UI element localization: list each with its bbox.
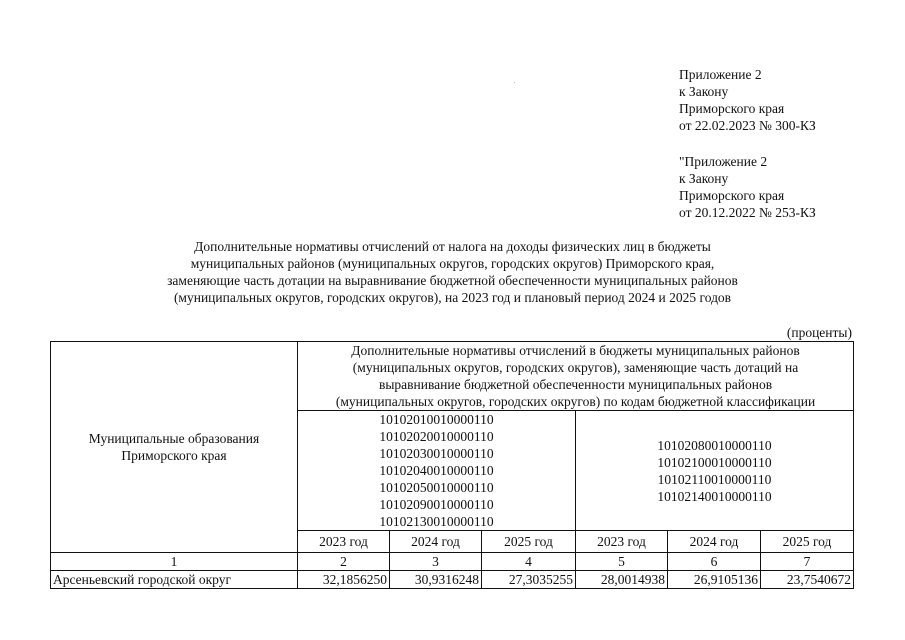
year-header: 2025 год (761, 531, 854, 553)
column-number: 2 (298, 553, 390, 571)
norm-value: 27,3035255 (482, 571, 576, 589)
budget-codes-group-1 (298, 411, 576, 531)
appendix-line: Приложение 2 (679, 67, 762, 82)
budget-code: 10102030010000110 (379, 446, 494, 461)
column-number: 5 (576, 553, 668, 571)
header-line: Дополнительные нормативы отчислений в бюджеты муниципальных районов (351, 343, 800, 358)
appendix-line: Приморского края (679, 101, 785, 116)
column-number: 3 (390, 553, 482, 571)
year-header: 2023 год (576, 531, 668, 553)
appendix-line: Приморского края (679, 188, 785, 203)
units-label: (проценты) (786, 325, 852, 340)
appendix-line: "Приложение 2 (679, 154, 768, 169)
title-line: муниципальных районов (муниципальных округов, городских округов) Приморского края, (190, 256, 715, 271)
budget-code: 10102110010000110 (657, 471, 772, 487)
header-line: Приморского края (121, 448, 227, 463)
appendix-reference-current (679, 66, 879, 134)
municipality-name: Арсеньевский городской округ (51, 571, 298, 589)
scan-speck (514, 82, 515, 83)
appendix-line: к Закону (679, 171, 729, 186)
header-line: выравнивание бюджетной обеспеченности муниципальных районов (378, 377, 773, 392)
municipality-column-header (51, 342, 298, 553)
header-line: (муниципальных округов, городских округов), заменяющие часть дотаций на (352, 360, 799, 375)
table-row (51, 571, 854, 589)
year-header: 2024 год (390, 531, 482, 553)
document-title (40, 238, 865, 306)
budget-code: 10102020010000110 (379, 429, 494, 444)
column-number-row (51, 553, 854, 571)
budget-code: 10102090010000110 (379, 497, 494, 512)
appendix-line: от 20.12.2022 № 253-КЗ (679, 205, 816, 220)
budget-code: 10102100010000110 (657, 454, 772, 470)
appendix-line: от 22.02.2023 № 300-КЗ (679, 118, 816, 133)
header-line: (муниципальных округов, городских округов) по кодам бюджетной классификации (335, 394, 816, 409)
column-number: 4 (482, 553, 576, 571)
appendix-line: к Закону (679, 84, 729, 99)
budget-code: 10102130010000110 (379, 514, 494, 529)
budget-code: 10102080010000110 (657, 437, 772, 453)
budget-code: 10102140010000110 (657, 488, 772, 504)
norms-table (50, 341, 854, 589)
norm-value: 26,9105136 (668, 571, 761, 589)
norm-value: 32,1856250 (298, 571, 390, 589)
appendix-reference-original (679, 153, 879, 221)
year-header: 2023 год (298, 531, 390, 553)
header-line: Муниципальные образования (88, 431, 260, 446)
year-header: 2025 год (482, 531, 576, 553)
norm-value: 30,9316248 (390, 571, 482, 589)
year-header: 2024 год (668, 531, 761, 553)
header-row-group (51, 342, 854, 411)
norm-value: 23,7540672 (761, 571, 854, 589)
budget-code: 10102010010000110 (379, 412, 494, 427)
title-line: заменяющие часть дотации на выравнивание бюджетной обеспеченности муниципальных районов (167, 273, 738, 288)
column-number: 6 (668, 553, 761, 571)
budget-code: 10102040010000110 (379, 463, 494, 478)
budget-code: 10102050010000110 (379, 480, 494, 495)
title-line: (муниципальных округов, городских округов), на 2023 год и плановый период 2024 и 2025 годов (173, 290, 732, 305)
column-number: 1 (51, 553, 298, 571)
norms-group-header (298, 342, 854, 411)
column-number: 7 (761, 553, 854, 571)
norm-value: 28,0014938 (576, 571, 668, 589)
budget-codes-group-2 (576, 411, 854, 531)
title-line: Дополнительные нормативы отчислений от налога на доходы физических лиц в бюджеты (194, 239, 711, 254)
